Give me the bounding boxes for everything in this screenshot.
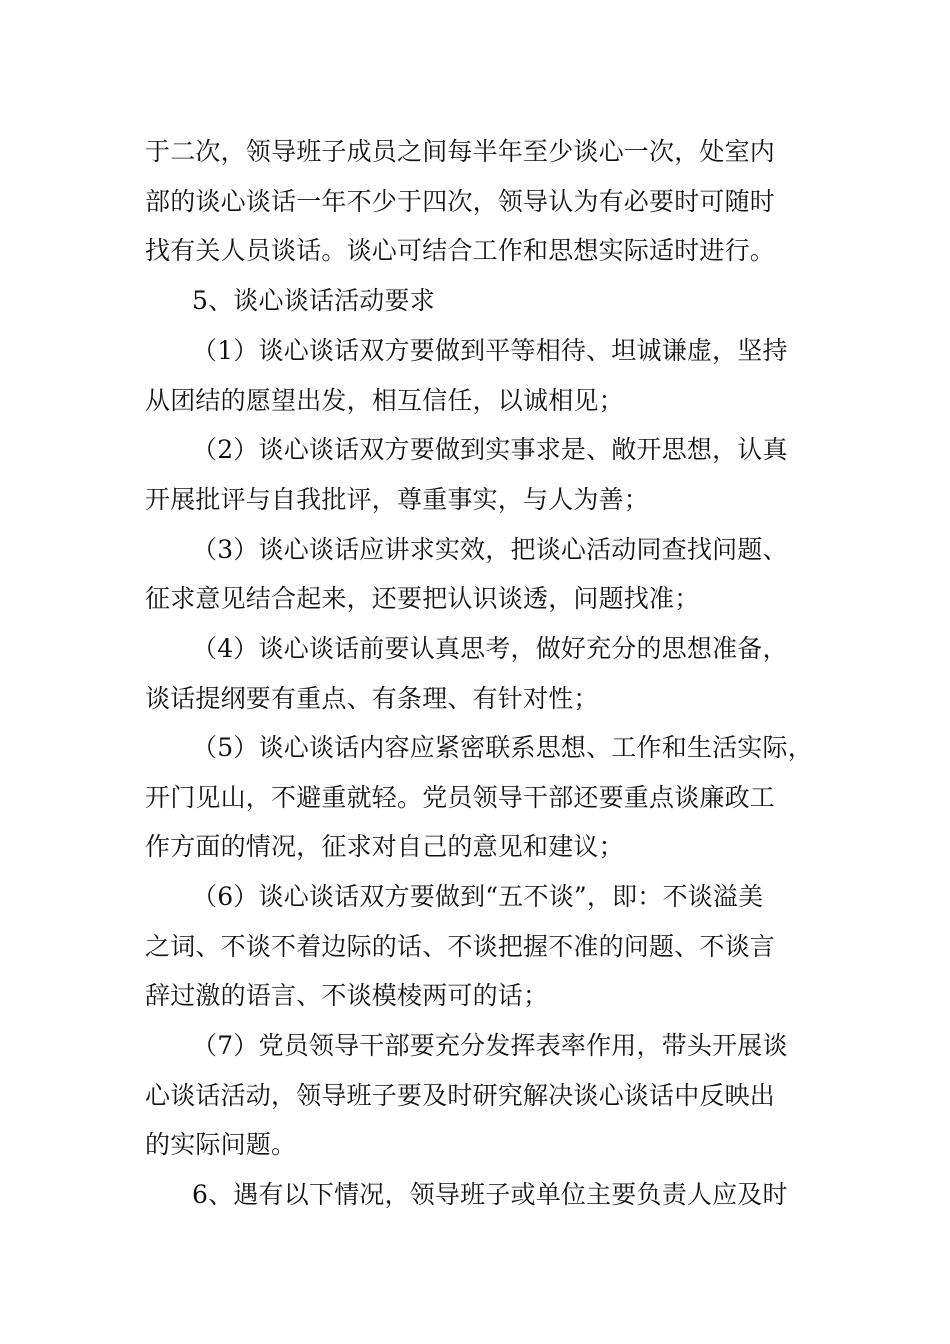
- text-line: （5）谈心谈话内容应紧密联系思想、工作和生活实际，: [192, 733, 813, 762]
- text-line: （7）党员领导干部要充分发挥表率作用，带头开展谈: [192, 1031, 788, 1060]
- text-line: 辞过激的语言、不谈模棱两可的话；: [145, 981, 549, 1010]
- text-line: （2）谈心谈话双方要做到实事求是、敞开思想，认真: [192, 435, 788, 464]
- text-line: 从团结的愿望出发，相互信任，以诚相见；: [145, 386, 624, 415]
- text-line: 于二次，领导班子成员之间每半年至少谈心一次，处室内: [145, 137, 776, 166]
- text-line: （3）谈心谈话应讲求实效，把谈心活动同查找问题、: [192, 535, 788, 564]
- text-line: 开门见山，不避重就轻。党员领导干部还要重点谈廉政工: [145, 783, 776, 812]
- text-line: 部的谈心谈话一年不少于四次，领导认为有必要时可随时: [145, 187, 776, 216]
- text-line: 之词、不谈不着边际的话、不谈把握不准的问题、不谈言: [145, 932, 776, 961]
- text-line: 的实际问题。: [145, 1130, 297, 1159]
- text-line: 作方面的情况，征求对自己的意见和建议；: [145, 832, 624, 861]
- section-heading: 5、谈心谈话活动要求: [192, 286, 435, 315]
- text-line: 谈话提纲要有重点、有条理、有针对性；: [145, 684, 599, 713]
- text-line: 找有关人员谈话。谈心可结合工作和思想实际适时进行。: [145, 236, 776, 265]
- section-heading: 6、遇有以下情况，领导班子或单位主要负责人应及时: [192, 1180, 788, 1209]
- text-line: （4）谈心谈话前要认真思考，做好充分的思想准备，: [192, 634, 788, 663]
- text-line: 心谈话活动，领导班子要及时研究解决谈心谈话中反映出: [145, 1081, 776, 1110]
- text-line: （1）谈心谈话双方要做到平等相待、坦诚谦虚，坚持: [192, 336, 788, 365]
- text-line: 征求意见结合起来，还要把认识谈透，问题找准；: [145, 584, 700, 613]
- text-line: （6）谈心谈话双方要做到“五不谈”，即：不谈溢美: [192, 882, 764, 911]
- text-line: 开展批评与自我批评，尊重事实，与人为善；: [145, 485, 650, 514]
